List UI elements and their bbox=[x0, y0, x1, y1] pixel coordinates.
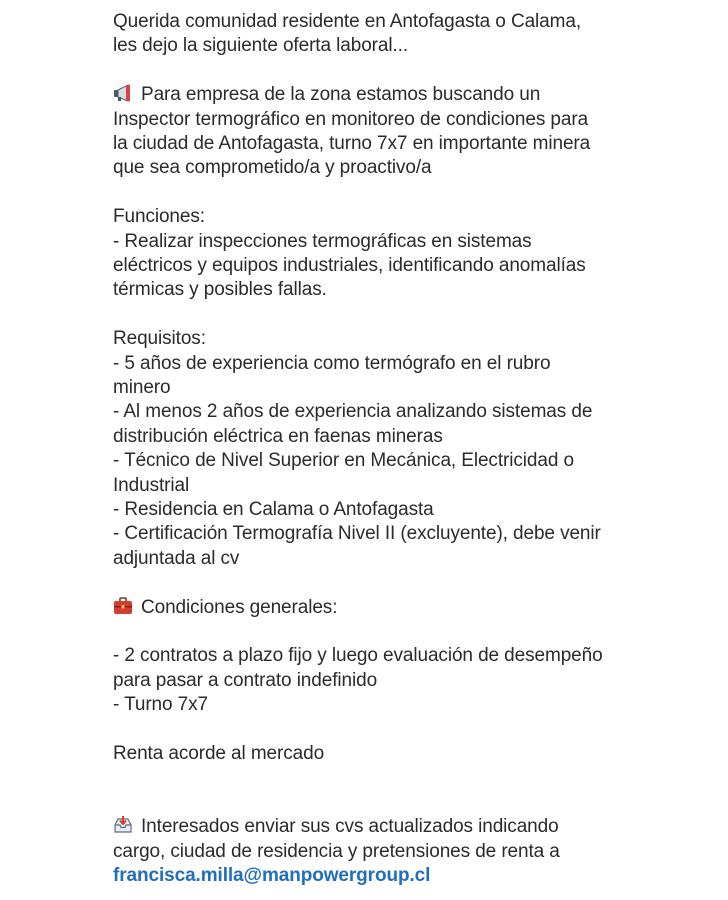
renta-paragraph bbox=[113, 742, 673, 766]
requisitos-section bbox=[113, 327, 673, 571]
condiciones-line: - Turno 7x7 bbox=[113, 694, 209, 716]
condiciones-line: para pasar a contrato indefinido bbox=[113, 669, 378, 691]
announcement-paragraph bbox=[113, 83, 673, 181]
funciones-line: térmicas y posibles fallas. bbox=[113, 279, 327, 301]
renta-text: Renta acorde al mercado bbox=[113, 743, 325, 765]
contacto-section bbox=[113, 815, 673, 888]
requisito-line: - Al menos 2 años de experiencia analizando sistemas de bbox=[113, 401, 593, 423]
requisito-line: Industrial bbox=[113, 474, 190, 496]
job-post-text bbox=[113, 0, 673, 889]
intro-line: Querida comunidad residente en Antofagasta o Calama, bbox=[113, 11, 581, 32]
requisito-line: distribución eléctrica en faenas mineras bbox=[113, 425, 443, 447]
briefcase-icon bbox=[113, 596, 133, 616]
intro-line: les dejo la siguiente oferta laboral... bbox=[113, 35, 409, 57]
condiciones-section bbox=[113, 596, 673, 718]
requisito-line: minero bbox=[113, 377, 171, 399]
funciones-line: eléctricos y equipos industriales, identificando anomalías bbox=[113, 255, 586, 277]
requisito-line: - 5 años de experiencia como termógrafo en el rubro bbox=[113, 352, 551, 374]
announcement-line: Inspector termográfico en monitoreo de condiciones para bbox=[113, 108, 589, 130]
megaphone-icon bbox=[113, 83, 133, 103]
contacto-line: Interesados enviar sus cvs actualizados indicando bbox=[141, 816, 559, 838]
requisito-line: - Certificación Termografía Nivel II (excluyente), debe venir bbox=[113, 523, 601, 545]
contacto-line: cargo, ciudad de residencia y pretensiones de renta a bbox=[113, 840, 560, 862]
condiciones-heading: Condiciones generales: bbox=[141, 596, 338, 618]
condiciones-line: - 2 contratos a plazo fijo y luego evaluación de desempeño bbox=[113, 645, 603, 667]
intro-paragraph bbox=[113, 10, 673, 59]
announcement-line: la ciudad de Antofagasta, turno 7x7 en importante minera bbox=[113, 133, 591, 155]
requisito-line: adjuntada al cv bbox=[113, 547, 240, 569]
inbox-tray-icon bbox=[113, 815, 133, 835]
requisito-line: - Residencia en Calama o Antofagasta bbox=[113, 499, 434, 521]
funciones-heading: Funciones: bbox=[113, 206, 205, 228]
requisitos-heading: Requisitos: bbox=[113, 328, 206, 350]
email-link[interactable]: francisca.milla@manpowergroup.cl bbox=[113, 865, 431, 887]
announcement-line: que sea comprometido/a y proactivo/a bbox=[113, 157, 432, 179]
funciones-section bbox=[113, 205, 673, 303]
requisito-line: - Técnico de Nivel Superior en Mecánica, Electricidad o bbox=[113, 450, 574, 472]
announcement-line: Para empresa de la zona estamos buscando un bbox=[141, 84, 541, 106]
funciones-line: - Realizar inspecciones termográficas en sistemas bbox=[113, 230, 532, 252]
